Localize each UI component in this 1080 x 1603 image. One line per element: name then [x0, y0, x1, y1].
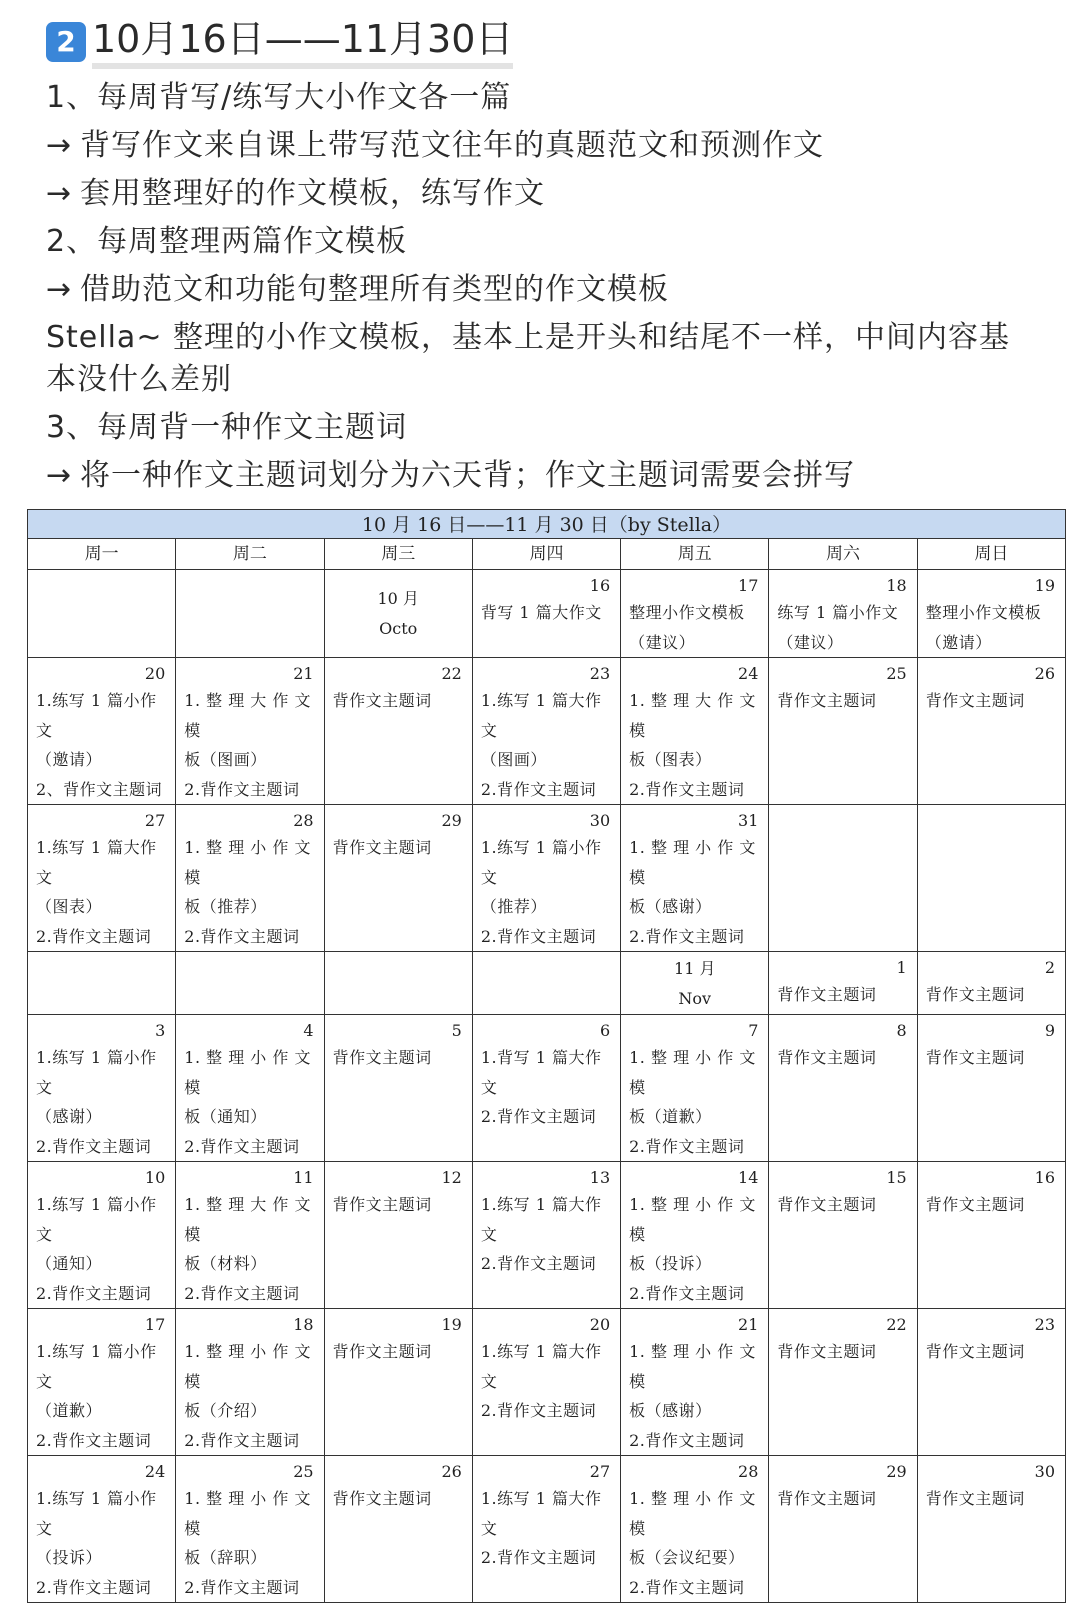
day-tasks [325, 686, 472, 716]
task-line: 1.练写 1 篇小作文 [36, 691, 157, 740]
task-line: 背作文主题词 [332, 1342, 432, 1361]
task-line: 背作文主题词 [332, 838, 432, 857]
note-line-3-text: 套用整理好的作文模板，练写作文 [80, 176, 545, 211]
day-number: 23 [589, 664, 611, 683]
day-tasks [621, 598, 768, 657]
day-tasks [918, 1043, 1065, 1073]
task-line: 背作文主题词 [332, 1489, 432, 1508]
task-line: 1.背写 1 篇大作文 [480, 1048, 602, 1097]
task-line: 1. 整 理 大 作 文 模 [184, 1195, 311, 1244]
calendar-day-cell [176, 1015, 324, 1162]
day-number: 24 [144, 1462, 166, 1481]
calendar-day-cell [769, 1309, 917, 1456]
calendar-day-cell [621, 1162, 769, 1309]
day-number: 27 [589, 1462, 611, 1481]
calendar-day-cell [621, 570, 769, 658]
day-number: 6 [599, 1021, 611, 1040]
weekday-header: 周三 [324, 539, 472, 570]
calendar-day-cell [28, 1456, 176, 1603]
task-line: 板（辞职） [184, 1548, 267, 1567]
task-line: 2.背作文主题词 [184, 1577, 300, 1597]
task-line: 1. 整 理 小 作 文 模 [184, 1342, 311, 1391]
day-tasks [769, 686, 916, 716]
day-tasks [621, 1337, 768, 1455]
task-line: 1. 整 理 大 作 文 模 [629, 691, 756, 740]
calendar-day-cell [769, 1456, 917, 1603]
day-number: 7 [748, 1021, 759, 1040]
day-tasks [621, 1484, 768, 1602]
day-tasks [918, 686, 1065, 716]
day-tasks [176, 1484, 323, 1602]
task-line: 2.背作文主题词 [629, 926, 745, 946]
day-tasks [621, 1043, 768, 1161]
task-line: 背作文主题词 [777, 1489, 877, 1508]
calendar-day-cell [917, 1309, 1065, 1456]
calendar-day-cell [917, 570, 1065, 658]
weekday-header: 周六 [769, 539, 917, 570]
day-tasks [769, 980, 916, 1010]
note-line-6b: 本没什么差别 [46, 362, 232, 397]
day-number: 31 [738, 811, 759, 830]
task-line: 板（感谢） [629, 1401, 712, 1420]
task-line: 1. 整 理 小 作 文 模 [184, 838, 311, 887]
calendar-day-cell [28, 1162, 176, 1309]
task-line: 背作文主题词 [777, 1195, 877, 1214]
note-line-2 [46, 122, 1046, 170]
note-line-7: 3、每周背一种作文主题词 [46, 410, 408, 445]
section-title [46, 14, 1046, 70]
task-line: （感谢） [36, 1107, 103, 1126]
task-line: 2.背作文主题词 [36, 1577, 152, 1597]
task-line: 2.背作文主题词 [36, 1430, 152, 1450]
arrow-icon: → [46, 458, 73, 493]
calendar-day-cell [472, 1015, 620, 1162]
task-line: 1. 整 理 小 作 文 模 [629, 1342, 756, 1391]
task-line: 1. 整 理 大 作 文 模 [184, 691, 311, 740]
task-line: 2.背作文主题词 [36, 1283, 152, 1303]
calendar-week-row [28, 1162, 1066, 1309]
calendar-day-cell [28, 570, 176, 658]
calendar-day-cell [769, 658, 917, 805]
task-line: 背作文主题词 [777, 1048, 877, 1067]
day-tasks [28, 686, 175, 804]
task-line: 背写 1 篇大作文 [480, 603, 602, 622]
day-number: 11 [293, 1168, 314, 1187]
task-line: 2.背作文主题词 [480, 1548, 597, 1567]
day-number: 30 [589, 811, 611, 830]
task-line: 板（投诉） [629, 1254, 712, 1273]
arrow-icon: → [46, 128, 73, 163]
calendar-day-cell [621, 952, 769, 1015]
task-line: 背作文主题词 [332, 691, 432, 710]
day-number: 2 [1044, 958, 1055, 977]
calendar-day-cell [917, 1015, 1065, 1162]
calendar-day-cell [176, 570, 324, 658]
note-line-1: 1、每周背写/练写大小作文各一篇 [46, 80, 512, 115]
task-line: 整理小作文模板 [629, 603, 745, 622]
calendar-day-cell [324, 570, 472, 658]
task-line: 2.背作文主题词 [184, 779, 300, 799]
day-number: 28 [293, 811, 314, 830]
task-line: 板（道歉） [629, 1107, 712, 1126]
study-notes [46, 14, 1046, 500]
calendar-week-row [28, 570, 1066, 658]
day-tasks [473, 1484, 620, 1573]
task-line: 1.练写 1 篇小作文 [36, 1489, 157, 1538]
month-label-english: Octo [379, 619, 418, 638]
calendar-week-row [28, 1456, 1066, 1603]
day-number: 18 [886, 576, 907, 595]
task-line: 2.背作文主题词 [184, 926, 300, 946]
weekday-header: 周五 [621, 539, 769, 570]
task-line: 2.背作文主题词 [480, 1107, 597, 1126]
day-number: 26 [1034, 664, 1055, 683]
task-line: （建议） [629, 632, 696, 652]
task-line: 1.练写 1 篇大作文 [36, 838, 157, 887]
day-tasks [28, 1190, 175, 1308]
day-number: 8 [896, 1021, 907, 1040]
calendar-day-cell [917, 658, 1065, 805]
day-tasks [473, 598, 620, 628]
task-line: 板（会议纪要） [629, 1548, 745, 1567]
day-tasks [28, 1337, 175, 1455]
calendar-day-cell [324, 1309, 472, 1456]
task-line: 整理小作文模板 [925, 603, 1042, 622]
note-line-4: 2、每周整理两篇作文模板 [46, 224, 408, 259]
day-number: 20 [589, 1315, 611, 1334]
day-number: 19 [1034, 576, 1055, 595]
task-line: 1.练写 1 篇大作文 [480, 1489, 602, 1538]
note-line-8 [46, 452, 1046, 500]
task-line: 背作文主题词 [777, 691, 877, 710]
study-calendar [27, 509, 1066, 1603]
note-line-3 [46, 170, 1046, 218]
day-tasks [918, 598, 1065, 657]
task-line: 1.练写 1 篇大作文 [480, 1342, 602, 1391]
day-number: 29 [886, 1462, 907, 1481]
task-line: （投诉） [36, 1548, 103, 1567]
calendar-day-cell [176, 1309, 324, 1456]
day-tasks [473, 1043, 620, 1132]
task-line: 板（图表） [629, 750, 712, 769]
calendar-week-row [28, 952, 1066, 1015]
task-line: 背作文主题词 [925, 1195, 1025, 1214]
day-number: 18 [293, 1315, 314, 1334]
day-number: 21 [293, 664, 314, 683]
day-number: 17 [144, 1315, 166, 1334]
calendar-week-row [28, 658, 1066, 805]
task-line: 背作文主题词 [777, 985, 877, 1004]
task-line: 1. 整 理 小 作 文 模 [184, 1048, 311, 1097]
task-line: 2.背作文主题词 [36, 926, 152, 946]
day-number: 15 [886, 1168, 907, 1187]
task-line: 背作文主题词 [925, 1048, 1025, 1067]
day-tasks [769, 1190, 916, 1220]
day-number: 5 [451, 1021, 462, 1040]
task-line: 背作文主题词 [925, 1489, 1025, 1508]
calendar-day-cell [621, 658, 769, 805]
calendar-day-cell [324, 658, 472, 805]
day-number [918, 805, 1065, 833]
calendar-day-cell [176, 1162, 324, 1309]
calendar-day-cell [621, 1456, 769, 1603]
note-line-6a: Stella~ 整理的小作文模板，基本上是开头和结尾不一样，中间内容基 [46, 320, 1010, 355]
task-line: 2.背作文主题词 [480, 926, 597, 946]
calendar-day-cell [769, 952, 917, 1015]
task-line: （推荐） [480, 897, 547, 916]
calendar-day-cell [769, 1015, 917, 1162]
day-number: 10 [144, 1168, 166, 1187]
calendar-day-cell [472, 1162, 620, 1309]
weekday-header: 周四 [472, 539, 620, 570]
day-number: 26 [441, 1462, 462, 1481]
calendar-day-cell [472, 570, 620, 658]
task-line: （通知） [36, 1254, 103, 1273]
day-tasks [918, 1190, 1065, 1220]
day-number: 21 [738, 1315, 759, 1334]
calendar-day-cell [917, 1162, 1065, 1309]
task-line: 2.背作文主题词 [629, 779, 745, 799]
day-number [325, 952, 472, 980]
day-number: 1 [896, 958, 907, 977]
day-tasks [769, 1043, 916, 1073]
day-number: 30 [1034, 1462, 1055, 1481]
day-number: 16 [1034, 1168, 1055, 1187]
day-tasks [28, 833, 175, 951]
calendar-day-cell [176, 805, 324, 952]
day-number: 9 [1044, 1021, 1055, 1040]
task-line: 背作文主题词 [925, 691, 1025, 710]
day-number [28, 952, 175, 980]
day-tasks [325, 1484, 472, 1514]
task-line: 1.练写 1 篇小作文 [36, 1195, 157, 1244]
task-line: 背作文主题词 [777, 1342, 877, 1361]
task-line: 2.背作文主题词 [629, 1577, 745, 1597]
task-line: （邀请） [925, 632, 992, 652]
task-line: 板（推荐） [184, 897, 267, 916]
day-number: 29 [441, 811, 462, 830]
task-line: 背作文主题词 [925, 985, 1025, 1004]
calendar-day-cell [621, 805, 769, 952]
note-line-5 [46, 266, 1046, 314]
task-line: 背作文主题词 [332, 1195, 432, 1214]
calendar-day-cell [28, 658, 176, 805]
calendar-day-cell [28, 1015, 176, 1162]
day-number: 20 [144, 664, 166, 683]
note-line-2-text: 背写作文来自课上带写范文往年的真题范文和预测作文 [80, 128, 824, 163]
calendar-day-cell [769, 570, 917, 658]
calendar-day-cell [917, 1456, 1065, 1603]
task-line: 1. 整 理 小 作 文 模 [184, 1489, 311, 1538]
month-label: 10 月 [377, 589, 419, 608]
day-number: 23 [1034, 1315, 1055, 1334]
task-line: 2.背作文主题词 [480, 779, 597, 799]
calendar-day-cell [28, 1309, 176, 1456]
day-number: 28 [738, 1462, 759, 1481]
arrow-icon: → [46, 272, 73, 307]
day-tasks [473, 1190, 620, 1279]
task-line: 板（材料） [184, 1254, 267, 1273]
day-tasks [473, 686, 620, 804]
day-number [28, 570, 175, 598]
day-number [176, 570, 323, 598]
calendar-week-row [28, 1309, 1066, 1456]
month-label: 11 月 [674, 959, 716, 978]
calendar-day-cell [324, 1456, 472, 1603]
day-tasks [769, 1484, 916, 1514]
day-tasks [176, 1337, 323, 1455]
day-tasks [325, 1043, 472, 1073]
calendar-day-cell [28, 952, 176, 1015]
task-line: 练写 1 篇小作文 [777, 603, 899, 622]
calendar-day-cell [324, 1015, 472, 1162]
day-tasks [769, 1337, 916, 1367]
day-tasks [621, 686, 768, 804]
task-line: 1.练写 1 篇大作文 [480, 691, 602, 740]
task-line: （图表） [36, 897, 103, 916]
day-tasks [176, 1043, 323, 1161]
month-label-english: Nov [678, 989, 712, 1008]
day-number: 22 [441, 664, 462, 683]
task-line: 板（图画） [184, 750, 267, 769]
task-line: 板（介绍） [184, 1401, 267, 1420]
calendar-day-cell [917, 805, 1065, 952]
day-number: 17 [738, 576, 759, 595]
calendar-day-cell [621, 1015, 769, 1162]
calendar-day-cell [472, 658, 620, 805]
day-number [473, 952, 620, 980]
day-number: 13 [589, 1168, 611, 1187]
task-line: 板（感谢） [629, 897, 712, 916]
task-line: 背作文主题词 [925, 1342, 1025, 1361]
task-line: 1. 整 理 小 作 文 模 [629, 1048, 756, 1097]
calendar-day-cell [176, 952, 324, 1015]
day-tasks [28, 1484, 175, 1602]
day-tasks [325, 833, 472, 863]
day-number [176, 952, 323, 980]
day-tasks [473, 833, 620, 951]
calendar-day-cell [769, 805, 917, 952]
task-line: 1.练写 1 篇小作文 [36, 1048, 157, 1097]
calendar-title: 10 月 16 日——11 月 30 日（by Stella） [28, 510, 1066, 539]
weekday-header: 周一 [28, 539, 176, 570]
day-number: 16 [589, 576, 611, 595]
calendar-day-cell [324, 952, 472, 1015]
task-line: 1. 整 理 小 作 文 模 [629, 1195, 756, 1244]
task-line: 1.练写 1 篇小作文 [480, 838, 602, 887]
day-tasks [621, 1190, 768, 1308]
task-line: （图画） [480, 750, 547, 769]
task-line: 板（通知） [184, 1107, 267, 1126]
day-number: 19 [441, 1315, 462, 1334]
day-tasks [325, 1190, 472, 1220]
day-tasks [918, 1337, 1065, 1367]
calendar-day-cell [769, 1162, 917, 1309]
calendar-day-cell [28, 805, 176, 952]
day-tasks [176, 833, 323, 951]
task-line: 2.背作文主题词 [629, 1136, 745, 1156]
task-line: 2.背作文主题词 [184, 1430, 300, 1450]
task-line: 2.背作文主题词 [184, 1283, 300, 1303]
task-line: 1. 整 理 小 作 文 模 [629, 838, 756, 887]
task-line: 2.背作文主题词 [629, 1430, 745, 1450]
task-line: 2.背作文主题词 [480, 1254, 597, 1273]
day-number: 22 [886, 1315, 907, 1334]
day-tasks [325, 1337, 472, 1367]
calendar-week-row [28, 805, 1066, 952]
note-line-8-text: 将一种作文主题词划分为六天背；作文主题词需要会拼写 [80, 458, 855, 493]
day-number [769, 805, 916, 833]
day-number: 4 [303, 1021, 314, 1040]
calendar-day-cell [324, 1162, 472, 1309]
day-number: 3 [155, 1021, 166, 1040]
note-line-5-text: 借助范文和功能句整理所有类型的作文模板 [80, 272, 669, 307]
day-number: 25 [886, 664, 907, 683]
task-line: 2.背作文主题词 [629, 1283, 745, 1303]
calendar-day-cell [621, 1309, 769, 1456]
day-number: 27 [144, 811, 166, 830]
calendar-day-cell [324, 805, 472, 952]
task-line: （建议） [777, 632, 844, 652]
day-number: 25 [293, 1462, 314, 1481]
calendar-day-cell [472, 952, 620, 1015]
calendar-day-cell [472, 1309, 620, 1456]
day-tasks [28, 1043, 175, 1161]
calendar-week-row [28, 1015, 1066, 1162]
task-line: 背作文主题词 [332, 1048, 432, 1067]
day-tasks [918, 1484, 1065, 1514]
day-tasks [621, 833, 768, 951]
task-line: （道歉） [36, 1401, 103, 1420]
calendar-day-cell [472, 805, 620, 952]
calendar-day-cell [176, 1456, 324, 1603]
task-line: 2、背作文主题词 [36, 779, 163, 799]
task-line: 2.背作文主题词 [480, 1401, 597, 1420]
calendar-day-cell [176, 658, 324, 805]
task-line: 1.练写 1 篇小作文 [36, 1342, 157, 1391]
day-number: 24 [738, 664, 759, 683]
arrow-icon: → [46, 176, 73, 211]
weekday-header: 周日 [917, 539, 1065, 570]
calendar-day-cell [472, 1456, 620, 1603]
day-tasks [769, 598, 916, 657]
day-tasks [176, 686, 323, 804]
task-line: 1. 整 理 小 作 文 模 [629, 1489, 756, 1538]
day-number: 14 [738, 1168, 759, 1187]
task-line: 2.背作文主题词 [36, 1136, 152, 1156]
day-tasks [176, 1190, 323, 1308]
day-tasks [473, 1337, 620, 1426]
calendar-day-cell [917, 952, 1065, 1015]
task-line: （邀请） [36, 750, 103, 769]
number-badge: 2 [46, 22, 86, 62]
day-tasks [918, 980, 1065, 1010]
day-number: 12 [441, 1168, 462, 1187]
title-text: 10月16日——11月30日 [92, 15, 513, 69]
weekday-header: 周二 [176, 539, 324, 570]
task-line: 1.练写 1 篇大作文 [480, 1195, 602, 1244]
task-line: 2.背作文主题词 [184, 1136, 300, 1156]
